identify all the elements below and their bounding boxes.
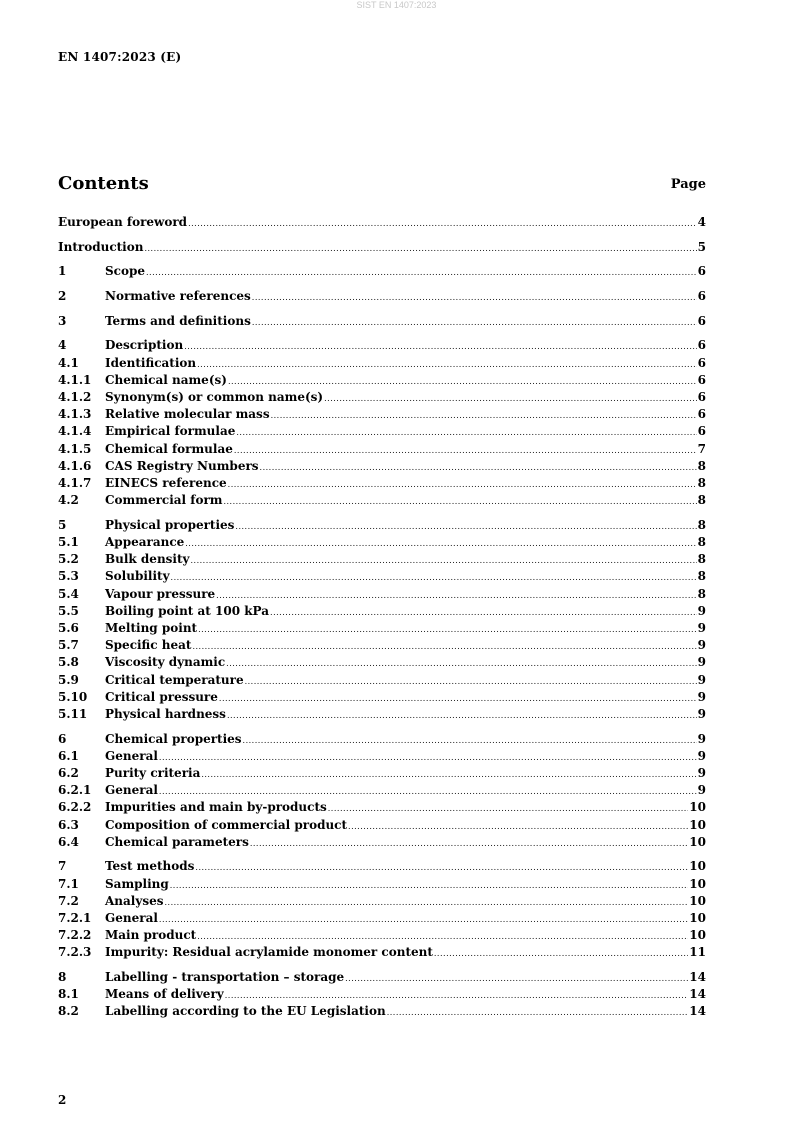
dot-leader [260, 459, 697, 476]
toc-entry[interactable] [58, 492, 706, 509]
page-column-label: Page [670, 177, 706, 192]
toc-entry[interactable] [58, 689, 706, 706]
toc-entry-title: Empirical formulae [105, 424, 236, 439]
standard-id: EN 1407:2023 (E) [58, 50, 182, 64]
toc-entry[interactable] [58, 858, 706, 875]
toc-entry-page: 6 [697, 424, 706, 439]
dot-leader [271, 407, 697, 424]
toc-entry-number: 6.3 [58, 817, 79, 832]
toc-entry-title: General [105, 783, 158, 798]
toc-entry-title: Description [105, 338, 184, 353]
toc-entry[interactable] [58, 706, 706, 723]
toc-entry-page: 9 [697, 672, 706, 687]
toc-entry-page: 9 [697, 783, 706, 798]
toc-entry-title: Scope [105, 264, 146, 279]
dot-leader [387, 1004, 689, 1021]
toc-entry-number: 5.7 [58, 638, 79, 653]
toc-entry-page: 8 [697, 586, 706, 601]
toc-entry-page: 8 [697, 535, 706, 549]
toc-entry-title: Introduction [58, 239, 144, 254]
toc-entry[interactable] [58, 969, 706, 986]
toc-entry[interactable] [58, 534, 706, 551]
toc-entry-page: 9 [697, 731, 706, 746]
dot-leader [184, 338, 696, 355]
toc-entry-title: Solubility [105, 569, 170, 584]
toc-entry-number: 5.2 [58, 552, 79, 567]
dot-leader [226, 655, 696, 672]
toc-entry-number: 7 [58, 859, 67, 874]
watermark: SIST EN 1407:2023 [356, 0, 437, 10]
dot-leader [236, 424, 696, 441]
dot-leader [328, 800, 689, 817]
toc-entry-page: 10 [689, 893, 706, 908]
toc-entry-title: CAS Registry Numbers [105, 458, 259, 473]
toc-entry-title: General [105, 910, 158, 925]
toc-entry-page: 14 [689, 1004, 706, 1019]
toc-entry-page: 8 [697, 475, 706, 490]
toc-entry-number: 7.2 [58, 893, 79, 908]
toc-entry-number: 4.1.1 [58, 372, 92, 387]
toc-entry-title: Terms and definitions [105, 313, 251, 328]
toc-entry-number: 8 [58, 970, 67, 984]
dot-leader [165, 894, 689, 911]
toc-entry-page: 14 [689, 970, 706, 984]
dot-leader [191, 552, 697, 569]
toc-entry[interactable] [58, 782, 706, 799]
toc-entry[interactable] [58, 876, 706, 893]
toc-entry-title: EINECS reference [105, 475, 227, 490]
toc-entry[interactable] [58, 355, 706, 372]
toc-entry-title: Specific heat [105, 638, 192, 653]
dot-leader [197, 356, 697, 373]
toc-entry-page: 8 [697, 458, 706, 473]
toc-entry-page: 10 [689, 910, 706, 925]
toc-entry-number: 6.4 [58, 834, 79, 849]
toc-entry-page: 8 [697, 493, 706, 508]
toc-entry-title: Analyses [105, 893, 164, 908]
toc-entry-page: 6 [697, 372, 706, 387]
table-of-contents [58, 214, 706, 1021]
dot-leader [146, 264, 697, 281]
toc-entry[interactable] [58, 603, 706, 620]
toc-entry-page: 6 [697, 264, 706, 279]
toc-entry[interactable] [58, 986, 706, 1003]
toc-entry-title: Melting point [105, 620, 198, 635]
toc-entry-page: 6 [697, 338, 706, 353]
toc-entry-page: 10 [689, 928, 706, 943]
toc-entry-number: 6.1 [58, 748, 79, 763]
toc-entry-title: Test methods [105, 859, 195, 874]
toc-entry-title: Purity criteria [105, 765, 201, 780]
dot-leader [245, 673, 697, 690]
toc-entry-number: 4.1.6 [58, 458, 92, 473]
dot-leader [195, 859, 688, 876]
page-number: 2 [58, 1093, 67, 1107]
toc-entry-title: Boiling point at 100 kPa [105, 603, 270, 618]
toc-entry-number: 5.9 [58, 672, 79, 687]
dot-leader [201, 766, 696, 783]
toc-entry-number: 6 [58, 731, 67, 746]
dot-leader [170, 877, 689, 894]
dot-leader [188, 215, 697, 232]
dot-leader [227, 707, 697, 724]
toc-entry[interactable] [58, 834, 706, 851]
dot-leader [185, 535, 696, 552]
toc-entry-number: 5.4 [58, 586, 79, 601]
dot-leader [270, 604, 697, 621]
toc-entry-page: 10 [689, 800, 706, 815]
toc-entry[interactable] [58, 944, 706, 961]
toc-entry-page: 9 [697, 603, 706, 618]
toc-entry[interactable] [58, 748, 706, 765]
toc-entry-page: 6 [697, 390, 706, 404]
dot-leader [252, 314, 697, 331]
toc-entry-number: 5.3 [58, 569, 79, 584]
toc-entry-number: 7.2.3 [58, 945, 92, 960]
toc-entry[interactable] [58, 731, 706, 748]
toc-entry-number: 4.1.5 [58, 441, 92, 456]
toc-entry-page: 11 [689, 945, 706, 960]
toc-entry-number: 5.6 [58, 620, 79, 635]
toc-entry-number: 4.1.2 [58, 390, 92, 404]
toc-entry[interactable] [58, 263, 706, 280]
toc-entry-page: 6 [697, 289, 706, 304]
toc-entry-title: Viscosity dynamic [105, 655, 226, 670]
toc-entry-number: 5.10 [58, 689, 88, 704]
toc-entry-page: 10 [689, 834, 706, 849]
toc-entry-title: Commercial form [105, 493, 223, 508]
dot-leader [434, 945, 688, 962]
toc-entry[interactable] [58, 239, 706, 256]
toc-entry[interactable] [58, 672, 706, 689]
toc-entry-title: Relative molecular mass [105, 407, 270, 422]
toc-entry-page: 9 [697, 706, 706, 721]
toc-entry-number: 8.2 [58, 1004, 79, 1019]
toc-entry-page: 8 [697, 552, 706, 567]
toc-entry-page: 4 [697, 215, 706, 229]
toc-entry-number: 6.2.2 [58, 800, 92, 815]
toc-entry-page: 9 [697, 638, 706, 653]
toc-entry-title: Chemical parameters [105, 834, 249, 849]
toc-entry[interactable] [58, 313, 706, 330]
toc-entry-page: 10 [689, 859, 706, 874]
toc-entry-title: Appearance [105, 535, 185, 549]
toc-entry-number: 7.2.2 [58, 928, 92, 943]
dot-leader [225, 987, 689, 1004]
toc-entry-number: 7.2.1 [58, 910, 92, 925]
toc-entry-number: 4 [58, 338, 67, 353]
toc-entry[interactable] [58, 423, 706, 440]
toc-entry-title: Synonym(s) or common name(s) [105, 390, 324, 404]
toc-entry[interactable] [58, 214, 706, 231]
toc-entry[interactable] [58, 337, 706, 354]
toc-entry-page: 10 [689, 817, 706, 832]
toc-entry-page: 9 [697, 620, 706, 635]
toc-entry[interactable] [58, 389, 706, 406]
toc-entry-number: 3 [58, 313, 67, 328]
toc-entry[interactable] [58, 1003, 706, 1020]
toc-entry-title: Labelling - transportation – storage [105, 970, 345, 984]
toc-entry-title: Vapour pressure [105, 586, 216, 601]
toc-entry-number: 4.1.7 [58, 475, 92, 490]
toc-entry[interactable] [58, 927, 706, 944]
dot-leader [192, 638, 696, 655]
toc-entry-title: Physical properties [105, 517, 235, 532]
toc-entry-title: Normative references [105, 289, 251, 304]
toc-entry-number: 5.1 [58, 535, 79, 549]
toc-entry-page: 9 [697, 748, 706, 763]
toc-entry-title: Chemical name(s) [105, 372, 227, 387]
toc-entry-title: Impurity: Residual acrylamide monomer content [105, 945, 433, 960]
toc-entry-title: Physical hardness [105, 706, 226, 721]
dot-leader [235, 518, 696, 535]
toc-entry-page: 5 [697, 239, 706, 254]
toc-entry[interactable] [58, 517, 706, 534]
toc-entry-title: Sampling [105, 876, 169, 891]
toc-entry[interactable] [58, 551, 706, 568]
toc-entry-page: 8 [697, 569, 706, 584]
toc-entry-title: Critical pressure [105, 689, 218, 704]
toc-entry-number: 5.5 [58, 603, 79, 618]
toc-entry-number: 4.1.4 [58, 424, 92, 439]
toc-entry-number: 4.1.3 [58, 407, 92, 422]
toc-entry[interactable] [58, 372, 706, 389]
dot-leader [197, 928, 688, 945]
toc-entry-title: Identification [105, 355, 197, 370]
toc-entry-title: Means of delivery [105, 987, 224, 1002]
dot-leader [159, 749, 697, 766]
toc-entry-page: 14 [689, 987, 706, 1002]
toc-entry-title: Labelling according to the EU Legislation [105, 1004, 386, 1019]
toc-entry-title: Composition of commercial product [105, 817, 348, 832]
toc-entry[interactable] [58, 406, 706, 423]
toc-entry-page: 6 [697, 313, 706, 328]
toc-entry-title: Bulk density [105, 552, 190, 567]
toc-entry-number: 6.2 [58, 765, 79, 780]
toc-entry-title: Chemical formulae [105, 441, 233, 456]
dot-leader [243, 732, 697, 749]
toc-entry-title: General [105, 748, 158, 763]
toc-entry-number: 1 [58, 264, 67, 279]
toc-entry-page: 10 [689, 876, 706, 891]
dot-leader [324, 390, 697, 407]
toc-entry-page: 9 [697, 765, 706, 780]
toc-entry-title: Impurities and main by-products [105, 800, 327, 815]
toc-entry-page: 6 [697, 407, 706, 422]
dot-leader [219, 690, 697, 707]
toc-entry-title: Critical temperature [105, 672, 244, 687]
toc-entry-page: 9 [697, 655, 706, 670]
toc-entry[interactable] [58, 893, 706, 910]
toc-entry-number: 5.8 [58, 655, 79, 670]
toc-entry-page: 7 [697, 441, 706, 456]
toc-entry-page: 8 [697, 517, 706, 532]
toc-entry-number: 6.2.1 [58, 783, 92, 798]
toc-entry-page: 9 [697, 689, 706, 704]
toc-entry[interactable] [58, 654, 706, 671]
contents-title: Contents [58, 173, 149, 194]
toc-entry-title: European foreword [58, 215, 188, 229]
toc-entry[interactable] [58, 568, 706, 585]
dot-leader [252, 289, 697, 306]
dot-leader [250, 835, 688, 852]
toc-entry[interactable] [58, 441, 706, 458]
toc-entry[interactable] [58, 799, 706, 816]
toc-entry-title: Chemical properties [105, 731, 242, 746]
toc-entry[interactable] [58, 586, 706, 603]
dot-leader [234, 442, 697, 459]
toc-entry-number: 4.1 [58, 355, 79, 370]
dot-leader [144, 240, 696, 257]
dot-leader [228, 476, 697, 493]
dot-leader [348, 818, 688, 835]
toc-entry-number: 8.1 [58, 987, 79, 1002]
toc-entry[interactable] [58, 288, 706, 305]
dot-leader [228, 373, 697, 390]
toc-entry[interactable] [58, 910, 706, 927]
dot-leader [223, 493, 696, 510]
dot-leader [345, 970, 688, 987]
dot-leader [171, 569, 697, 586]
dot-leader [198, 621, 697, 638]
toc-entry-number: 7.1 [58, 876, 79, 891]
toc-entry[interactable] [58, 458, 706, 475]
toc-entry-title: Main product [105, 928, 197, 943]
toc-entry[interactable] [58, 475, 706, 492]
toc-entry-number: 2 [58, 289, 67, 304]
toc-entry[interactable] [58, 637, 706, 654]
toc-entry-number: 4.2 [58, 493, 79, 508]
dot-leader [159, 783, 697, 800]
toc-entry[interactable] [58, 817, 706, 834]
toc-entry-number: 5 [58, 517, 67, 532]
toc-entry-number: 5.11 [58, 706, 88, 721]
toc-entry[interactable] [58, 765, 706, 782]
toc-entry-page: 6 [697, 355, 706, 370]
dot-leader [216, 587, 696, 604]
dot-leader [159, 911, 688, 928]
toc-entry[interactable] [58, 620, 706, 637]
